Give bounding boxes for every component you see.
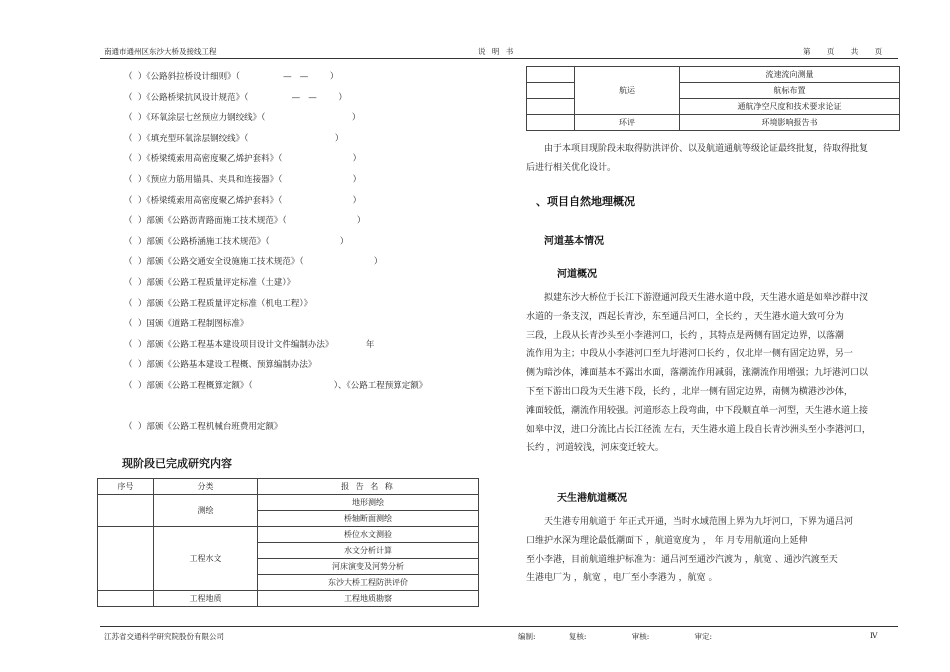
reference-item: （ ）部颁《公路桥涵施工技术规范》（ ） (124, 236, 349, 247)
category-cell: 环评 (575, 115, 680, 131)
footer-rule (100, 626, 898, 627)
paragraph-pending-approval: 由于本项目现阶段未取得防洪评价、以及航道通航等级论证最终批复，待取得批复 (544, 144, 869, 154)
footer-signoffs: 编制: 复核: 审核: 审定: (518, 632, 713, 641)
paragraph-pending-approval-cont: 后进行相关优化设计。 (526, 163, 617, 173)
report-cell: 航标布置 (680, 83, 900, 99)
table-row (98, 591, 479, 607)
subsection-title-river-overview: 河道概况 (557, 269, 597, 280)
research-table-continued (526, 66, 900, 131)
header-cell-index: 序号 (98, 479, 154, 495)
table-row (527, 115, 900, 131)
reference-item: （ ）《公路桥梁抗风设计规范》（ — — ） (124, 92, 347, 103)
reference-item: （ ）部颁《公路工程概算定额》（ ）、《公路工程预算定额》 (124, 381, 428, 391)
report-cell: 通航净空尺度和技术要求论证 (680, 99, 900, 115)
category-cell: 工程水文 (154, 527, 258, 591)
reference-item: （ ）《预应力筋用锚具、夹具和连接器》（ ） (124, 175, 362, 185)
reference-item: （ ）《填充型环氧涂层钢绞线》（ ） (124, 133, 344, 144)
report-cell: 桥轴断面测绘 (258, 511, 479, 527)
reference-item: （ ）《桥梁缆索用高密度聚乙烯护套料》（ ） (124, 154, 362, 165)
reference-item: （ ）部颁《公路工程质量评定标准（土建）》 (124, 278, 296, 288)
report-cell: 工程地质勘察 (258, 591, 479, 607)
header-cell-report-name: 报 告 名 称 (258, 479, 479, 495)
header-doc-type: 说 明 书 (478, 47, 516, 56)
section-title-natural-geography: 、项目自然地理概况 (536, 195, 635, 208)
footer-company: 江苏省交通科学研究院股份有限公司 (104, 632, 224, 641)
report-cell: 环境影响报告书 (680, 115, 900, 131)
table-row (98, 527, 479, 543)
category-cell: 测绘 (154, 495, 258, 527)
reference-item: （ ）《桥梁缆索用高密度聚乙烯护套料》（ ） (124, 195, 362, 206)
subsection-title-river-basic: 河道基本情况 (544, 236, 604, 247)
subsection-title-channel: 天生港航道概况 (557, 493, 627, 504)
reference-item: （ ）部颁《公路基本建设工程概、预算编制办法》 (124, 360, 317, 371)
table-row (527, 67, 900, 83)
header-cell-category: 分类 (154, 479, 258, 495)
reference-item: （ ）部颁《公路交通安全设施施工技术规范》（ ） (124, 257, 383, 268)
research-table (97, 478, 479, 607)
report-cell: 桥位水文测验 (258, 527, 479, 543)
paragraph-channel-overview: 天生港专用航道于 年正式开通，当时水域范围上界为九圩河口，下界为通吕河 口维护水深为理论最低潮面下 ，航道宽度为 ， 年 月专用航道向上延伸 至小李港，目前航道维护标准为：通吕河至通沙汽渡为 ，航宽 、通沙汽渡至天 生港电厂为 ，航宽 ，电厂至小李港为 ，航宽 。 (526, 517, 853, 584)
footer-page-number: Ⅳ (870, 631, 878, 640)
reference-item: （ ）部颁《公路工程基本建设项目设计文件编制办法》 年 (124, 339, 375, 350)
report-cell: 地形测绘 (258, 495, 479, 511)
reference-item: （ ）国颁《道路工程制图标准》 (124, 319, 249, 330)
reference-item: （ ）《公路斜拉桥设计细则》（ — — ） (124, 72, 339, 82)
report-cell: 水文分析计算 (258, 543, 479, 559)
report-cell: 流速流向测量 (680, 67, 900, 83)
report-cell: 河床演变及河势分析 (258, 559, 479, 575)
report-cell: 东沙大桥工程防洪评价 (258, 575, 479, 591)
section-title-current-research: 现阶段已完成研究内容 (122, 457, 232, 470)
header-rule (100, 58, 898, 59)
table-header-row (98, 479, 479, 495)
category-cell: 航运 (575, 67, 680, 115)
header-project-name: 南通市通州区东沙大桥及接线工程 (104, 47, 217, 56)
reference-item: （ ）部颁《公路工程质量评定标准（机电工程）》 (124, 298, 313, 309)
reference-item: （ ）部颁《公路沥青路面施工技术规范》（ ） (124, 216, 366, 227)
reference-item: （ ）部颁《公路工程机械台班费用定额》 (124, 422, 283, 432)
reference-item: （ ）《环氧涂层七丝预应力钢绞线》（ ） (124, 113, 361, 124)
paragraph-river-overview: 拟建东沙大桥位于长江下游澄通河段天生港水道中段，天生港水道是如皋沙群中汊 水道的一条支汊，西起长青沙，东至通吕河口，全长约 ，天生港水道大致可分为 三段，上段从长青沙头至小李港河口，长约 ，其特点是两侧有固定边界，以落潮 流作用为主；中段从小李港河口至九圩港河口长约 ，仅北岸一侧有固定边界，另一 侧为暗沙体，滩面基本不露出水面，落潮流作用减弱，涨潮流作用增强；九圩港河口以 下至下游出口段为天生港下段，长约 ，北岸一侧有固定边界，南侧为横港沙沙体， 滩面较低，潮流作用较强。河道形态上段弯曲，中下段顺直单一河型，天生港水道上接 如皋中汊，进口分流比占长江径流 左右，天生港水道上段自长青沙洲头至小李港河口， 长约 ，河道较浅，河床变迁较大。 (526, 293, 871, 454)
table-row (98, 495, 479, 511)
category-cell: 工程地质 (154, 591, 258, 607)
header-page-counter: 第 页 共 页 (803, 47, 883, 56)
